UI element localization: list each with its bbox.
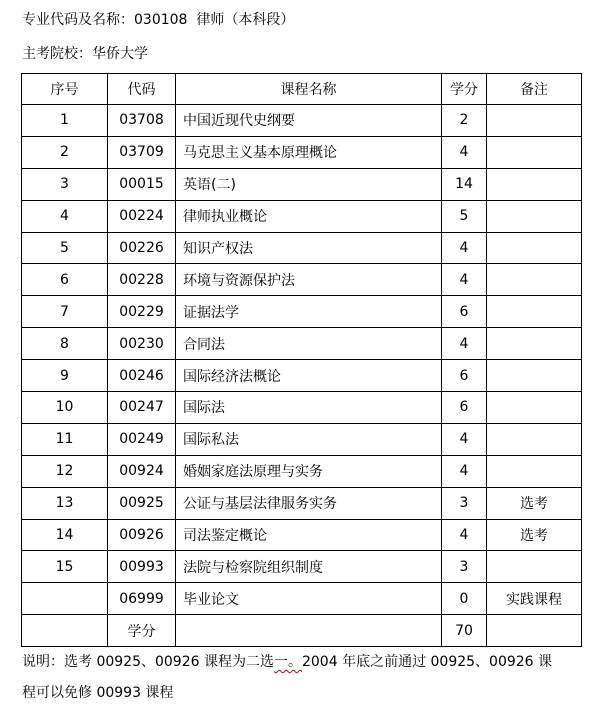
row-name: 婚姻家庭法原理与实务 xyxy=(176,455,442,487)
table-row xyxy=(22,551,582,583)
row-no: 4 xyxy=(22,200,108,232)
table-row xyxy=(22,360,582,392)
total-no-cell xyxy=(22,615,108,647)
row-code: 00230 xyxy=(108,328,176,360)
row-credit: 3 xyxy=(442,551,487,583)
program-label: 专业代码及名称： xyxy=(22,12,134,28)
row-code: 00228 xyxy=(108,264,176,296)
row-name: 法院与检察院组织制度 xyxy=(176,551,442,583)
course-table-body xyxy=(22,105,582,615)
school-label: 主考院校： xyxy=(22,46,92,62)
row-remark xyxy=(487,360,582,392)
row-code: 00015 xyxy=(108,168,176,200)
table-row xyxy=(22,232,582,264)
row-remark xyxy=(487,551,582,583)
row-code: 00229 xyxy=(108,296,176,328)
col-header-remark: 备注 xyxy=(487,74,582,105)
row-code: 00246 xyxy=(108,360,176,392)
row-code: 03709 xyxy=(108,136,176,168)
table-row xyxy=(22,105,582,137)
row-credit: 5 xyxy=(442,200,487,232)
total-name-cell xyxy=(176,615,442,647)
row-name: 英语(二) xyxy=(176,168,442,200)
row-no: 12 xyxy=(22,455,108,487)
note-text-c: 2004 年底之前通过 00925、00926 课 xyxy=(301,654,553,670)
course-table xyxy=(21,73,582,647)
note-line-2: 程可以免修 00993 课程 xyxy=(22,685,174,701)
row-no: 7 xyxy=(22,296,108,328)
row-code: 06999 xyxy=(108,583,176,615)
table-row xyxy=(22,519,582,551)
program-line xyxy=(22,10,294,30)
row-no: 15 xyxy=(22,551,108,583)
row-remark xyxy=(487,200,582,232)
row-no: 6 xyxy=(22,264,108,296)
row-credit: 4 xyxy=(442,136,487,168)
row-remark xyxy=(487,328,582,360)
row-credit: 6 xyxy=(442,392,487,424)
row-name: 证据法学 xyxy=(176,296,442,328)
row-credit: 2 xyxy=(442,105,487,137)
row-credit: 4 xyxy=(442,519,487,551)
table-row xyxy=(22,392,582,424)
row-name: 律师执业概论 xyxy=(176,200,442,232)
row-remark xyxy=(487,455,582,487)
total-remark-cell xyxy=(487,615,582,647)
table-row xyxy=(22,455,582,487)
row-credit: 4 xyxy=(442,455,487,487)
table-row xyxy=(22,423,582,455)
row-credit: 6 xyxy=(442,296,487,328)
row-name: 司法鉴定概论 xyxy=(176,519,442,551)
total-credit: 70 xyxy=(442,615,487,647)
row-code: 00925 xyxy=(108,487,176,519)
row-code: 00226 xyxy=(108,232,176,264)
row-remark: 实践课程 xyxy=(487,583,582,615)
row-code: 00926 xyxy=(108,519,176,551)
col-header-credit: 学分 xyxy=(442,74,487,105)
row-no: 2 xyxy=(22,136,108,168)
row-credit: 6 xyxy=(442,360,487,392)
col-header-code: 代码 xyxy=(108,74,176,105)
table-header-row xyxy=(22,74,582,105)
note-text-b: 一。 xyxy=(273,654,302,670)
table-row xyxy=(22,264,582,296)
row-name: 中国近现代史纲要 xyxy=(176,105,442,137)
table-row xyxy=(22,168,582,200)
total-label: 学分 xyxy=(108,615,176,647)
row-remark xyxy=(487,392,582,424)
row-name: 国际法 xyxy=(176,392,442,424)
row-remark xyxy=(487,136,582,168)
row-name: 环境与资源保护法 xyxy=(176,264,442,296)
row-remark: 选考 xyxy=(487,487,582,519)
row-name: 国际私法 xyxy=(176,423,442,455)
row-credit: 4 xyxy=(442,423,487,455)
row-name: 合同法 xyxy=(176,328,442,360)
row-no: 3 xyxy=(22,168,108,200)
row-credit: 3 xyxy=(442,487,487,519)
row-remark xyxy=(487,232,582,264)
row-remark: 选考 xyxy=(487,519,582,551)
row-credit: 4 xyxy=(442,232,487,264)
row-no: 5 xyxy=(22,232,108,264)
row-code: 03708 xyxy=(108,105,176,137)
note-text-a: 说明：选考 00925、00926 课程为二选 xyxy=(22,654,274,670)
row-code: 00247 xyxy=(108,392,176,424)
row-remark xyxy=(487,423,582,455)
row-remark xyxy=(487,296,582,328)
row-code: 00249 xyxy=(108,423,176,455)
col-header-no: 序号 xyxy=(22,74,108,105)
table-row xyxy=(22,583,582,615)
row-name: 马克思主义基本原理概论 xyxy=(176,136,442,168)
row-name: 毕业论文 xyxy=(176,583,442,615)
table-row xyxy=(22,487,582,519)
row-credit: 0 xyxy=(442,583,487,615)
school-line xyxy=(22,44,148,64)
school-name: 华侨大学 xyxy=(92,46,148,62)
note-line-1 xyxy=(22,652,552,672)
row-code: 00924 xyxy=(108,455,176,487)
program-code: 030108 xyxy=(134,12,188,28)
table-row xyxy=(22,296,582,328)
row-credit: 4 xyxy=(442,328,487,360)
row-name: 公证与基层法律服务实务 xyxy=(176,487,442,519)
row-name: 知识产权法 xyxy=(176,232,442,264)
row-remark xyxy=(487,264,582,296)
row-no xyxy=(22,583,108,615)
row-code: 00224 xyxy=(108,200,176,232)
total-row xyxy=(22,615,582,647)
row-no: 13 xyxy=(22,487,108,519)
row-no: 9 xyxy=(22,360,108,392)
table-row xyxy=(22,136,582,168)
row-name: 国际经济法概论 xyxy=(176,360,442,392)
row-remark xyxy=(487,168,582,200)
col-header-name: 课程名称 xyxy=(176,74,442,105)
row-no: 10 xyxy=(22,392,108,424)
table-row xyxy=(22,328,582,360)
row-no: 8 xyxy=(22,328,108,360)
row-no: 11 xyxy=(22,423,108,455)
table-row xyxy=(22,200,582,232)
program-name: 律师（本科段） xyxy=(196,12,295,28)
row-no: 14 xyxy=(22,519,108,551)
row-credit: 14 xyxy=(442,168,487,200)
row-no: 1 xyxy=(22,105,108,137)
row-code: 00993 xyxy=(108,551,176,583)
row-credit: 4 xyxy=(442,264,487,296)
row-remark xyxy=(487,105,582,137)
